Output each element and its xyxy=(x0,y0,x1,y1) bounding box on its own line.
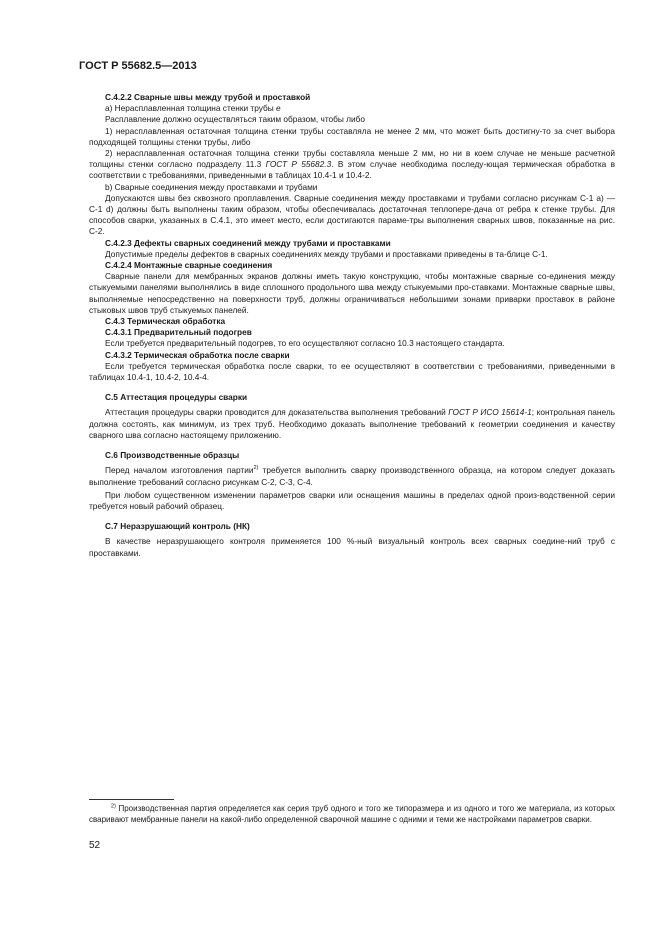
paragraph: Расплавление должно осуществляться таким образом, чтобы либо xyxy=(105,114,366,125)
paragraph: Если требуется предварительный подогрев, то его осуществляют согласно 10.3 настоящего стандарта. xyxy=(105,338,505,349)
footnote-reference[interactable]: 2) xyxy=(253,465,259,472)
footnote xyxy=(89,804,615,825)
page-body xyxy=(89,92,615,559)
document-code-header: ГОСТ Р 55682.5—2013 xyxy=(79,60,197,72)
footnote-text xyxy=(89,804,615,825)
footnote-body: Производственная партия определяется как серия труб одного и того же типоразмера и из одного и того же материала, из которых сваривают мембранные панели на какой-либо определенной сварочной машине с одними и теми же настройками параметров сварки. xyxy=(89,804,615,824)
paragraph xyxy=(89,407,615,441)
section-title-c424: С.4.2.4 Монтажные сварные соединения xyxy=(105,260,273,271)
section-title-c6: С.6 Производственные образцы xyxy=(105,450,240,461)
section-title-c423: С.4.2.3 Дефекты сварных соединений между трубами и проставками xyxy=(105,237,391,248)
section-title-c5: С.5 Аттестация процедуры сварки xyxy=(105,392,248,403)
section-title-c422: С.4.2.2 Сварные швы между трубой и проставкой xyxy=(105,92,311,102)
paragraph: Допустимые пределы дефектов в сварных соединениях между трубами и проставками приведены в та-блице С-1. xyxy=(105,248,548,259)
paragraph-text: требуется выполнить сварку производственного образца, на котором следует доказать выполнение требований согласно рисункам С-2, С-3, С-4. xyxy=(89,465,615,487)
standard-reference: ГОСТ Р 55682.3 xyxy=(265,159,332,170)
page-number: 52 xyxy=(89,840,101,851)
paragraph-text: 2) нерасплавленная остаточная толщина стенки трубы составляла меньше 2 мм, но ни в коем случае не меньше расчетной толщины стенки согласно подразделу 11.3 xyxy=(89,148,615,170)
paragraph: При любом существенном изменении параметров сварки или оснащения машины в пределах одной произ-водственной серии требуется новый рабочий образец. xyxy=(89,489,615,511)
paragraph: Допускаются швы без сквозного проплавления. Сварные соединения между проставками и трубами согласно рисункам С-1 а) — С-1 d) должны быть выполнены таким образом, чтобы обеспечивалась достаточная теплопере-дача от ребра к стенке трубы. Для способов сварки, указанных в С.4.1, это имеет место, если достигаются параме-тры выполнения сварных швов, показанные на рис. С-2. xyxy=(89,192,615,237)
paragraph-text: . В этом случае необходима последу-ющая термическая обработка в соответствии с требованиями, приведенными в таблицах 10.4-1 и 10.4-2. xyxy=(89,159,615,181)
paragraph-text: ; контрольная панель должна состоять, как минимум, из трех труб. Необходимо доказать выполнение требований к геометрии соединения и качеству сварного шва согласно настоящему приложению. xyxy=(89,407,615,440)
standard-reference: ГОСТ Р ИСО 15614-1 xyxy=(448,407,532,418)
item-a-text: а) Нерасплавленная толщина стенки трубы xyxy=(105,103,277,114)
paragraph: В качестве неразрушающего контроля применяется 100 %-ный визуальный контроль всех сварных соедине-ний труб с проставками. xyxy=(89,536,615,558)
paragraph: Если требуется термическая обработка после сварки, то ее осуществляют в соответствии с требованиями, приведенными в таблицах 10.4-1, 10.4-2, 10.4-4. xyxy=(89,360,615,383)
footnote-separator xyxy=(89,799,174,800)
footnote-marker: 2) xyxy=(111,803,116,810)
section-title-c432: С.4.3.2 Термическая обработка после сварки xyxy=(105,349,290,360)
section-title-c43: С.4.3 Термическая обработка xyxy=(105,316,226,327)
paragraph-text: Аттестация процедуры сварки проводится для доказательства выполнения требований xyxy=(105,407,449,418)
section-title-c431: С.4.3.1 Предварительный подогрев xyxy=(105,327,252,338)
paragraph xyxy=(89,148,615,182)
paragraph: 1) нерасплавленная остаточная толщина стенки трубы составляла не менее 2 мм, что может быть достигну-то за счет выбора подходящей толщины стенки трубы, либо xyxy=(89,125,615,147)
paragraph: b) Сварные соединения между проставками и трубами xyxy=(105,181,318,192)
section-title-c7: С.7 Неразрушающий контроль (НК) xyxy=(105,521,250,532)
paragraph-text: Перед началом изготовления партии xyxy=(105,465,254,476)
paragraph xyxy=(89,465,615,487)
paragraph: Сварные панели для мембранных экранов должны иметь такую конструкцию, чтобы монтажные сварные со-единения между стыкуемыми панелями выполнялись в виде сплошного продольного шва между стыкуемыми про-ставками. Монтажные сварные швы, выполняемые непосредственно на поверхности труб, должны ограничиваться небольшими зонами приварки проставок в районе стыковых швов труб стыкуемых панелей. xyxy=(89,271,615,315)
variable-e: e xyxy=(276,103,281,114)
paragraph xyxy=(89,103,615,114)
